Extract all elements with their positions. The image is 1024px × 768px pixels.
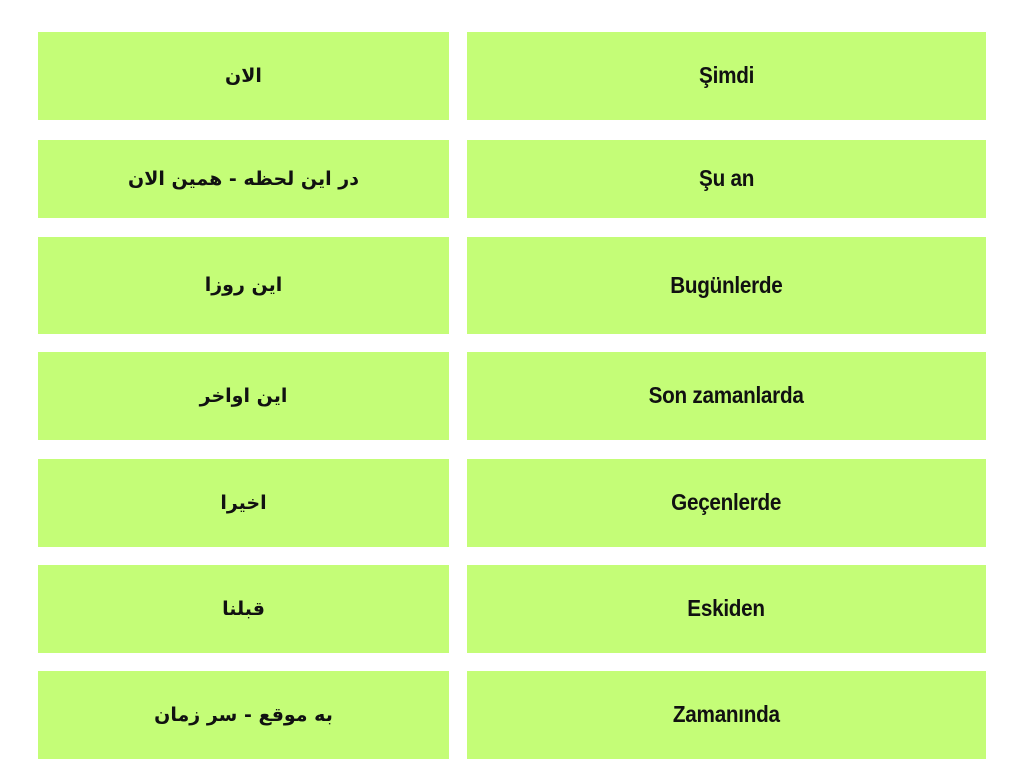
persian-card-6[interactable] — [38, 565, 449, 653]
turkish-word: Eskiden — [687, 595, 766, 622]
persian-card-3[interactable] — [38, 237, 449, 334]
persian-word: به موقع - سر زمان — [154, 703, 333, 726]
turkish-word: Şimdi — [698, 62, 755, 89]
turkish-word: Bugünlerde — [670, 271, 783, 298]
turkish-card-1[interactable] — [467, 32, 986, 120]
turkish-card-3[interactable] — [467, 237, 986, 334]
persian-word: قبلنا — [222, 597, 265, 620]
turkish-card-2[interactable] — [467, 140, 986, 218]
turkish-card-7[interactable] — [467, 671, 986, 759]
persian-word: این اواخر — [199, 384, 288, 407]
persian-card-5[interactable] — [38, 459, 449, 547]
persian-word: در این لحظه - همین الان — [128, 167, 359, 190]
persian-word: الان — [225, 64, 262, 87]
turkish-card-4[interactable] — [467, 352, 986, 440]
turkish-card-5[interactable] — [467, 459, 986, 547]
turkish-word: Geçenlerde — [671, 489, 782, 516]
persian-card-1[interactable] — [38, 32, 449, 120]
persian-card-4[interactable] — [38, 352, 449, 440]
persian-word: اخیرا — [220, 491, 267, 514]
turkish-word: Şu an — [698, 165, 755, 192]
persian-card-2[interactable] — [38, 140, 449, 218]
persian-card-7[interactable] — [38, 671, 449, 759]
turkish-word: Son zamanlarda — [649, 382, 804, 409]
turkish-card-6[interactable] — [467, 565, 986, 653]
persian-word: این روزا — [204, 274, 283, 297]
turkish-word: Zamanında — [673, 701, 780, 728]
